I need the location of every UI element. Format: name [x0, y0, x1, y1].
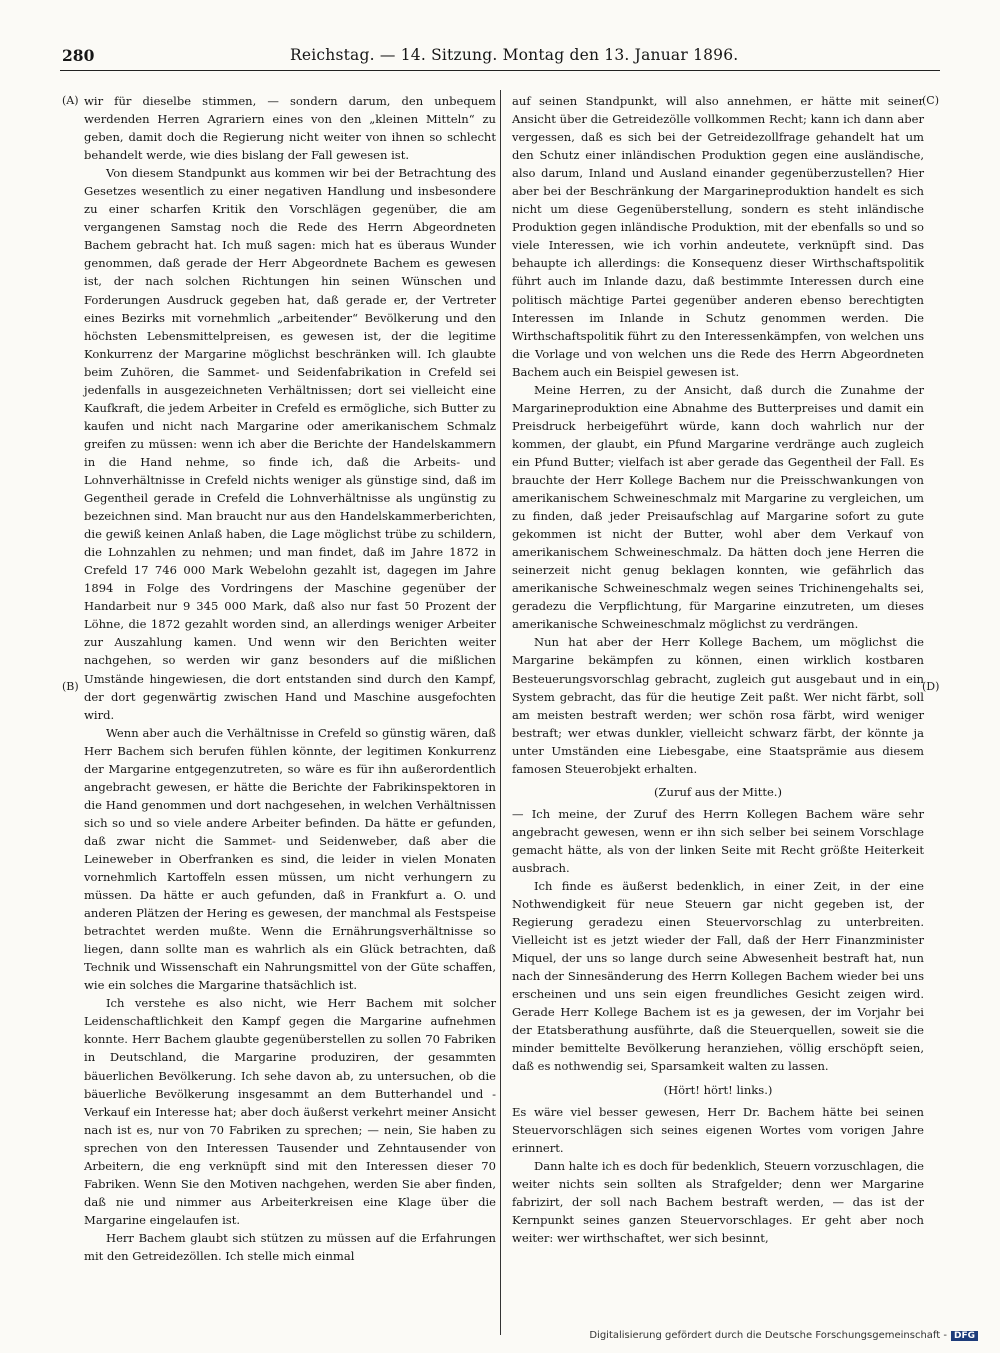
- page-header: [60, 44, 940, 71]
- left-column: [84, 92, 496, 1265]
- paragraph: Von diesem Standpunkt aus kommen wir bei der Betrachtung des Gesetzes wesentlich zu einer negativen Handlung und insbesondere zu einer scharfen Kritik den Vorschlägen gegenüber, die am vergangenen Samstag noch die Rede des Herrn Abgeordneten Bachem gebracht hat. Ich muß sagen: mich hat es überaus Wunder genommen, daß gerade der Herr Abgeordnete Bachem es gewesen ist, der nach solchen Richtungen hin seinen Wünschen und Forderungen Ausdruck gegeben hat, daß gerade er, der Vertreter eines Bezirks mit vornehmlich „arbeitender“ Bevölkerung und den höchsten Lebensmittelpreisen, es gewesen ist, der die legitime Konkurrenz der Margarine möglichst beschränken will. Ich glaubte beim Zuhören, die Sammet- und Seidenfabrikation in Crefeld sei jedenfalls in ausgezeichneten Verhältnissen; dort sei vielleicht eine Kaufkraft, die jedem Arbeiter in Crefeld es ermögliche, sich Butter zu kaufen und nicht nach Margarine oder amerikanischem Schmalz greifen zu müssen: wenn ich aber die Berichte der Handelskammern in die Hand nehme, so finde ich, daß die Arbeits- und Lohnverhältnisse in Crefeld nichts weniger als günstige sind, daß im Gegentheil gerade in Crefeld die Lohnverhältnisse als ungünstig zu bezeichnen sind. Man braucht nur aus den Handelskammerberichten, die gewiß keinen Anlaß haben, die Lage möglichst trübe zu schildern, die Lohnzahlen zu nehmen; und man findet, daß im Jahre 1872 in Crefeld 17 746 000 Mark Webelohn gezahlt ist, dagegen im Jahre 1894 in Folge des Vordringens der Maschine gegenüber der Handarbeit nur 9 345 000 Mark, daß also nur fast 50 Prozent der Löhne, die 1872 gezahlt worden sind, an allerdings weniger Arbeiter zur Auszahlung kamen. Und wenn wir den Berichten weiter nachgehen, so werden wir ganz besonders auf die mißlichen Umstände hingewiesen, die dort entstanden sind durch den Kampf, der dort gegenwärtig zwischen Hand und Maschine ausgefochten wird.: [84, 166, 496, 722]
- column-divider: [500, 90, 501, 1335]
- digitization-credit: [589, 1330, 978, 1341]
- page-number: 280: [62, 46, 95, 65]
- interjection: (Hört! hört! links.): [663, 1082, 773, 1097]
- paragraph: Ich verstehe es also nicht, wie Herr Bachem mit solcher Leidenschaftlichkeit den Kampf gegen die Margarine aufnehmen konnte. Herr Bachem glaubte gegenüberstellen zu sollen 70 Fabriken in Deutschland, die Margarine produziren, der gesammten bäuerlichen Bevölkerung. Ich sehe davon ab, zu untersuchen, ob die bäuerliche Bevölkerung insgesammt an dem Butterhandel und -Verkauf ein Interesse hat; aber doch äußerst verkehrt meiner Ansicht nach ist es, nur von 70 Fabriken zu sprechen; — nein, Sie haben zu sprechen von den Interessen Tausender und Zehntausender von Arbeitern, die eng verknüpft sind mit den Interessen dieser 70 Fabriken. Wenn Sie den Motiven nachgehen, werden Sie aber finden, daß nie und nimmer aus Arbeiterkreisen eine Klage über die Margarine eingelaufen ist.: [84, 996, 496, 1227]
- paragraph: Nun hat aber der Herr Kollege Bachem, um möglichst die Margarine bekämpfen zu können, einen wirklich kostbaren Besteuerungsvorschlag gebracht, zugleich gut ausgebaut und in ein System gebracht, das für die heutige Zeit paßt. Wer nicht färbt, soll am meisten bestraft werden; wer schön rosa färbt, wird weniger bestraft; wer etwas dunkler, vielleicht schwarz färbt, der könnte ja unter Umständen eine Liebesgabe, eine Staatsprämie aus diesem famosen Steuerobjekt erhalten.: [512, 635, 924, 776]
- dfg-logo: DFG: [951, 1331, 978, 1341]
- paragraph: — Ich meine, der Zuruf des Herrn Kollegen Bachem wäre sehr angebracht gewesen, wenn er ihn sich selber bei seinem Vorschlage gemacht hätte, als von der linken Seite mit Recht größte Heiterkeit ausbrach.: [512, 806, 924, 875]
- paragraph: Herr Bachem glaubt sich stützen zu müssen auf die Erfahrungen mit den Getreidezöllen. Ich stelle mich einmal: [84, 1230, 496, 1263]
- paragraph: Wenn aber auch die Verhältnisse in Crefeld so günstig wären, daß Herr Bachem sich berufen fühlen könnte, der legitimen Konkurrenz der Margarine entgegenzutreten, so wäre es für ihn außerordentlich angebracht gewesen, er hätte die Berichte der Fabrikinspektoren in die Hand genommen und dort nachgesehen, in welchen Verhältnissen sich so und so viele andere Arbeiter befinden. Da hätte er gefunden, daß zwar nicht die Sammet- und Seidenweber, daß aber die Leineweber in Oberfranken es sind, die leider in vielen Monaten vornehmlich Kartoffeln essen müssen, um nicht verhungern zu müssen. Da hätte er auch gefunden, daß in Frankfurt a. O. und anderen Plätzen der Hering es gewesen, der manchmal als Festspeise betrachtet werden mußte. Wenn die Ernährungsverhältnisse so liegen, dann sollte man es wahrlich als ein Glück betrachten, daß Technik und Wissenschaft ein Nahrungsmittel von der Güte schaffen, wie ein solches die Margarine thatsächlich ist.: [84, 725, 496, 993]
- paragraph: Dann halte ich es doch für bedenklich, Steuern vorzuschlagen, die weiter nichts sein sollten als Strafgelder; denn wer Margarine fabrizirt, der soll nach Bachem bestraft werden, — das ist der Kernpunkt seines ganzen Steuervorschlages. Er geht aber noch weiter: wer wirthschaftet, wer sich besinnt,: [512, 1158, 924, 1245]
- margin-marker-b: (B): [62, 680, 79, 693]
- running-title: Reichstag. — 14. Sitzung. Montag den 13. Januar 1896.: [290, 46, 739, 64]
- margin-marker-a: (A): [62, 94, 79, 107]
- paragraph: wir für dieselbe stimmen, — sondern darum, den unbequem werdenden Herren Agrariern eines von den „kleinen Mitteln“ zu geben, damit doch die Regierung nicht weiter von ihnen so schlecht behandelt werde, wie dies bislang der Fall gewesen ist.: [84, 94, 496, 163]
- interjection: (Zuruf aus der Mitte.): [653, 784, 782, 799]
- paragraph: Es wäre viel besser gewesen, Herr Dr. Bachem hätte bei seinen Steuervorschlägen sich seines eigenen Wortes vom vorigen Jahre erinnert.: [512, 1104, 924, 1155]
- margin-marker-d: (D): [922, 680, 940, 693]
- right-column: [512, 92, 924, 1247]
- paragraph: auf seinen Standpunkt, will also annehmen, er hätte mit seiner Ansicht über die Getreidezölle vollkommen Recht; kann ich dann aber vergessen, daß es sich bei der Getreidezollfrage gehandelt hat um den Schutz einer inländischen Produktion gegen eine ausländische, also darum, Inland und Ausland einander gegenüberzustellen? Hier aber bei der Beschränkung der Margarineproduktion handelt es sich nicht um diese Gegenüberstellung, sondern es steht inländische Produktion gegen inländische Produktion, mit der ebenfalls so und so viele Interessen, wie ich vorhin andeutete, verknüpft sind. Das behaupte ich allerdings: die Konsequenz dieser Wirthschaftspolitik führt auch im Inlande dazu, daß bestimmte Interessen durch eine politisch mächtige Partei gegenüber anderen ebenso berechtigten Interessen im Inlande in Schutz genommen werden. Die Wirthschaftspolitik führt zu den Interessenkämpfen, von welchen uns die Vorlage und von welchen uns die Rede des Herrn Abgeordneten Bachem auch ein Beispiel gewesen ist.: [512, 94, 924, 379]
- credit-text: Digitalisierung gefördert durch die Deutsche Forschungsgemeinschaft -: [589, 1330, 947, 1341]
- paragraph: Meine Herren, zu der Ansicht, daß durch die Zunahme der Margarineproduktion eine Abnahme des Butterpreises und damit ein Preisdruck herbeigeführt würde, kann doch wahrlich nur der kommen, der glaubt, ein Pfund Margarine verdränge auch zugleich ein Pfund Butter; vielfach ist aber gerade das Gegentheil der Fall. Es brauchte der Herr Kollege Bachem nur die Preisschwankungen von amerikanischem Schweineschmalz mit Margarine zu vergleichen, um zu finden, daß jeder Preisaufschlag auf Margarine sofort zu gute gekommen ist nicht der Butter, wohl aber dem Verkauf von amerikanischem Schweineschmalz. Da hätten doch jene Herren die seinerzeit nicht genug beklagen konnten, wie gefährlich das amerikanische Schweineschmalz wegen seines Trichinengehalts sei, geradezu die Verpflichtung, für Margarine einzutreten, um dieses amerikanische Schweineschmalz möglichst zu verdrängen.: [512, 382, 924, 632]
- paragraph: Ich finde es äußerst bedenklich, in einer Zeit, in der eine Nothwendigkeit für neue Steuern gar nicht gegeben ist, der Regierung geradezu einen Steuervorschlag zu unterbreiten. Vielleicht ist es jetzt wieder der Fall, daß der Herr Finanzminister Miquel, der uns so lange durch seine Abwesenheit bestraft hat, nun nach der Sinnesänderung des Herrn Kollegen Bachem wieder bei uns erscheinen und uns sein eigen freundliches Gesicht zeigen wird. Gerade Herr Kollege Bachem ist es ja gewesen, der im Vorjahr bei der Etatsberathung ausführte, daß die Steuerquellen, soweit sie die minder bemittelte Bevölkerung heranziehen, völlig erschöpft seien, daß es nothwendig sei, Sparsamkeit walten zu lassen.: [512, 879, 924, 1074]
- margin-marker-c: (C): [922, 94, 939, 107]
